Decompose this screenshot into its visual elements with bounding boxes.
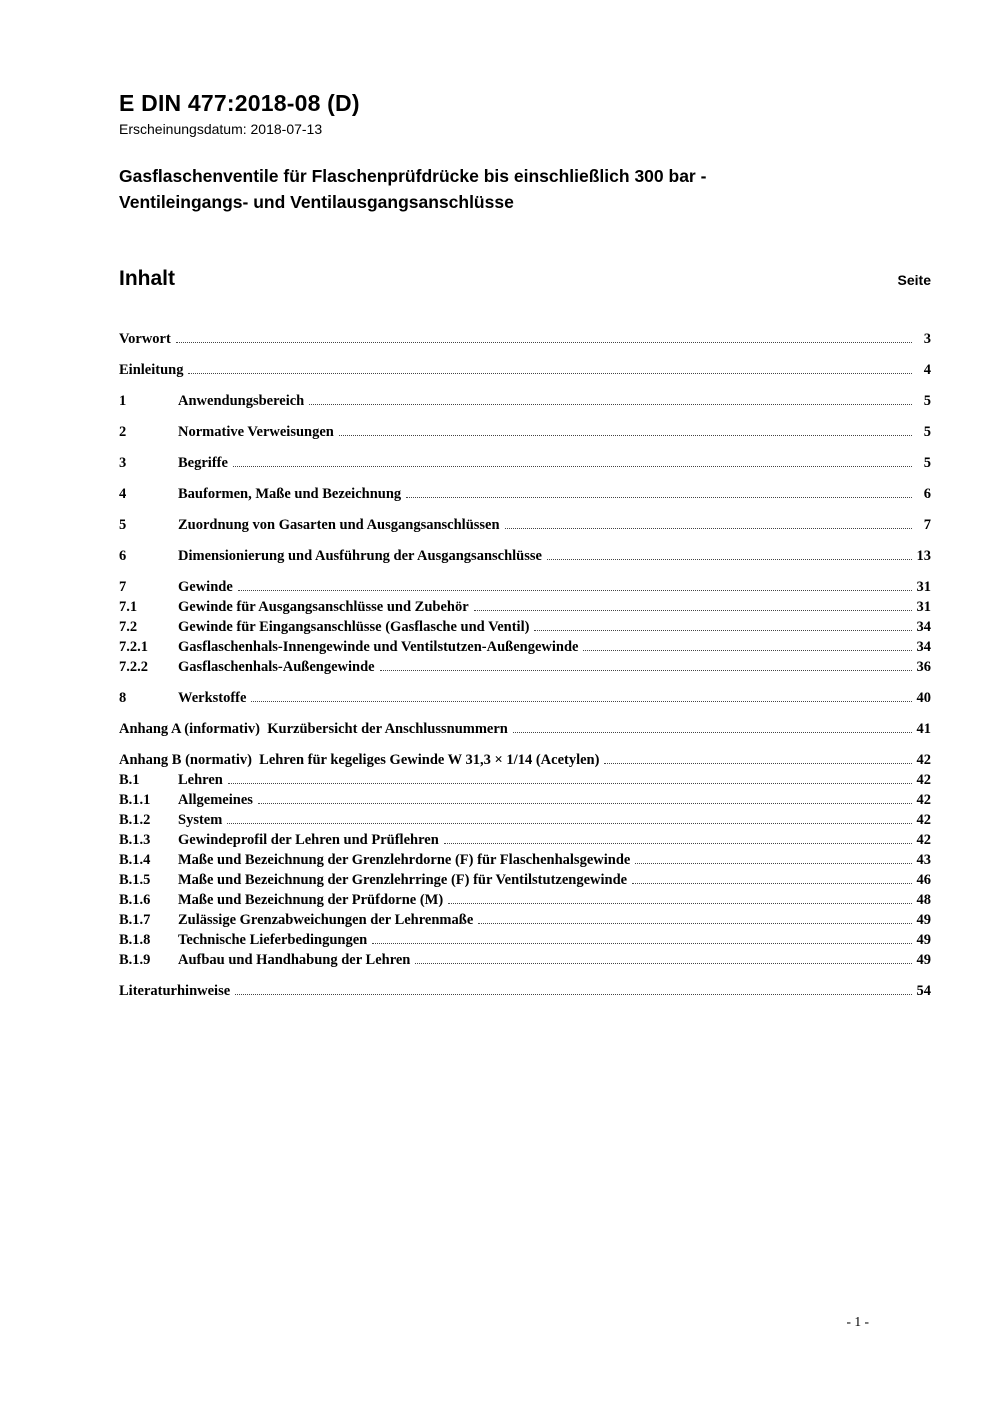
- toc-entry: [119, 930, 931, 950]
- toc-entry-number: B.1.4: [119, 852, 151, 868]
- toc-entry: [119, 597, 931, 617]
- toc-entry-number: 7.2: [119, 619, 138, 635]
- toc-header: [119, 267, 931, 291]
- toc-entry: [119, 391, 931, 411]
- publication-date: Erscheinungsdatum: 2018-07-13: [119, 121, 323, 137]
- toc-dot-leader: [372, 943, 912, 944]
- toc-dot-leader: [415, 963, 912, 964]
- toc-entry-label: Lehren: [178, 772, 223, 788]
- toc-dot-leader: [505, 528, 912, 529]
- toc-entry-number: B.1.8: [119, 932, 151, 948]
- toc-entry-label: Technische Lieferbedingungen: [178, 932, 368, 948]
- toc-entry: [119, 617, 931, 637]
- toc-dot-leader: [235, 994, 912, 995]
- document-title: E DIN 477:2018-08 (D): [119, 90, 360, 116]
- toc-entry-page: 34: [916, 639, 931, 655]
- toc-entry-label: Begriffe: [178, 455, 228, 471]
- toc-entry-label: Gewinde für Ausgangsanschlüsse und Zubehör: [178, 599, 469, 615]
- toc-entry-page: 49: [916, 912, 931, 928]
- document-page: [119, 0, 931, 1403]
- toc-entry-page: 31: [916, 579, 931, 595]
- toc-entry: [119, 810, 931, 830]
- toc-entry: [119, 790, 931, 810]
- toc-entry: [119, 515, 931, 535]
- toc-entry-label: Gasflaschenhals-Außengewinde: [178, 659, 375, 675]
- toc-entry-label: Literaturhinweise: [119, 983, 231, 999]
- toc-dot-leader: [339, 435, 912, 436]
- toc-entry: [119, 830, 931, 850]
- toc-entry-number: 5: [119, 517, 127, 533]
- toc-entry-label: Einleitung: [119, 362, 184, 378]
- toc-entry-number: B.1: [119, 772, 140, 788]
- toc-entry: [119, 577, 931, 597]
- toc-entry-label: Gewinde für Eingangsanschlüsse (Gasflasche und Ventil): [178, 619, 530, 635]
- toc-entry-number: 2: [119, 424, 127, 440]
- toc-dot-leader: [251, 701, 912, 702]
- toc-entry-number: B.1.2: [119, 812, 151, 828]
- toc-entry-page: 41: [916, 721, 931, 737]
- toc-entry: [119, 657, 931, 677]
- toc-dot-leader: [448, 903, 912, 904]
- toc-entry-label: Maße und Bezeichnung der Grenzlehrringe (F) für Ventilstutzengewinde: [178, 872, 628, 888]
- toc-entry-label: Gewindeprofil der Lehren und Prüflehren: [178, 832, 439, 848]
- toc-entry-number: B.1.1: [119, 792, 151, 808]
- toc-entry-number: 1: [119, 393, 127, 409]
- document-subject-line-1: Gasflaschenventile für Flaschenprüfdrücke bis einschließlich 300 bar -: [119, 166, 707, 186]
- toc-entry-number: 7.1: [119, 599, 138, 615]
- toc-entry: [119, 750, 931, 770]
- toc-entry-label: Gasflaschenhals-Innengewinde und Ventilstutzen-Außengewinde: [178, 639, 579, 655]
- toc-entry: [119, 870, 931, 890]
- toc-entry-page: 42: [916, 792, 931, 808]
- document-subject: [119, 163, 931, 215]
- toc-dot-leader: [444, 843, 912, 844]
- toc-entry: [119, 484, 931, 504]
- toc-entry-label: Anhang A (informativ) Kurzübersicht der Anschlussnummern: [119, 721, 508, 737]
- page-number: - 1 -: [846, 1314, 869, 1329]
- toc-entry-page: 5: [923, 424, 931, 440]
- toc-entry-page: 7: [923, 517, 931, 533]
- toc-entry-label: Maße und Bezeichnung der Prüfdorne (M): [178, 892, 444, 908]
- toc-entry-number: B.1.5: [119, 872, 151, 888]
- toc-dot-leader: [233, 466, 912, 467]
- toc-entry-page: 42: [916, 812, 931, 828]
- toc-dot-leader: [176, 342, 912, 343]
- toc-entry-number: B.1.7: [119, 912, 151, 928]
- toc-entry-number: 7.2.1: [119, 639, 148, 655]
- toc-entry-label: Vorwort: [119, 331, 171, 347]
- toc-dot-leader: [534, 630, 912, 631]
- toc-entry-page: 42: [916, 772, 931, 788]
- toc-entry-page: 34: [916, 619, 931, 635]
- toc-entry-label: Anwendungsbereich: [178, 393, 305, 409]
- toc-entry: [119, 360, 931, 380]
- toc-entry-number: B.1.6: [119, 892, 151, 908]
- toc-entry-page: 13: [916, 548, 931, 564]
- toc-page-column-label: Seite: [897, 272, 931, 288]
- toc-dot-leader: [188, 373, 912, 374]
- toc-entry-label: System: [178, 812, 223, 828]
- toc-entry-number: 7: [119, 579, 127, 595]
- toc-entry-label: Maße und Bezeichnung der Grenzlehrdorne (F) für Flaschenhalsgewinde: [178, 852, 631, 868]
- toc-entry-number: 8: [119, 690, 127, 706]
- toc-entry-page: 49: [916, 952, 931, 968]
- toc-dot-leader: [258, 803, 912, 804]
- toc-dot-leader: [547, 559, 912, 560]
- toc-dot-leader: [635, 863, 912, 864]
- toc-entry-number: 4: [119, 486, 127, 502]
- toc-entry: [119, 981, 931, 1001]
- toc-entry-number: B.1.3: [119, 832, 151, 848]
- toc-entry-page: 43: [916, 852, 931, 868]
- toc-entry-page: 4: [923, 362, 931, 378]
- toc-entry: [119, 850, 931, 870]
- toc-entry: [119, 329, 931, 349]
- toc-dot-leader: [406, 497, 912, 498]
- toc-list: [119, 329, 931, 1001]
- toc-entry: [119, 546, 931, 566]
- toc-entry-label: Aufbau und Handhabung der Lehren: [178, 952, 411, 968]
- toc-entry: [119, 637, 931, 657]
- toc-entry-number: B.1.9: [119, 952, 151, 968]
- toc-dot-leader: [380, 670, 912, 671]
- toc-dot-leader: [583, 650, 912, 651]
- toc-dot-leader: [309, 404, 912, 405]
- toc-entry: [119, 453, 931, 473]
- toc-entry: [119, 890, 931, 910]
- toc-dot-leader: [604, 763, 912, 764]
- toc-entry-page: 40: [916, 690, 931, 706]
- toc-entry-label: Bauformen, Maße und Bezeichnung: [178, 486, 402, 502]
- toc-entry-label: Anhang B (normativ) Lehren für kegeliges Gewinde W 31,3 × 1/14 (Acetylen): [119, 752, 600, 768]
- toc-entry-page: 5: [923, 393, 931, 409]
- toc-entry-page: 46: [916, 872, 931, 888]
- toc-entry-page: 42: [916, 832, 931, 848]
- toc-entry-page: 54: [916, 983, 931, 999]
- toc-entry-label: Dimensionierung und Ausführung der Ausgangsanschlüsse: [178, 548, 542, 564]
- toc-entry-label: Allgemeines: [178, 792, 253, 808]
- toc-entry-page: 48: [916, 892, 931, 908]
- toc-entry: [119, 688, 931, 708]
- toc-entry-label: Zulässige Grenzabweichungen der Lehrenmaße: [178, 912, 474, 928]
- toc-entry-label: Zuordnung von Gasarten und Ausgangsanschlüssen: [178, 517, 500, 533]
- toc-entry-label: Gewinde: [178, 579, 233, 595]
- toc-entry: [119, 422, 931, 442]
- toc-dot-leader: [228, 783, 912, 784]
- toc-entry-page: 36: [916, 659, 931, 675]
- toc-entry-page: 6: [923, 486, 931, 502]
- toc-entry: [119, 770, 931, 790]
- toc-dot-leader: [632, 883, 912, 884]
- toc-entry-page: 5: [923, 455, 931, 471]
- toc-dot-leader: [227, 823, 912, 824]
- toc-entry-number: 6: [119, 548, 127, 564]
- toc-entry-label: Werkstoffe: [178, 690, 247, 706]
- toc-entry-label: Normative Verweisungen: [178, 424, 334, 440]
- toc-entry: [119, 950, 931, 970]
- toc-entry-page: 42: [916, 752, 931, 768]
- toc-dot-leader: [478, 923, 912, 924]
- toc-entry-page: 49: [916, 932, 931, 948]
- toc-entry-page: 31: [916, 599, 931, 615]
- toc-dot-leader: [513, 732, 912, 733]
- toc-entry-number: 3: [119, 455, 127, 471]
- toc-entry: [119, 719, 931, 739]
- toc-entry-page: 3: [923, 331, 931, 347]
- toc-dot-leader: [238, 590, 912, 591]
- toc-heading: Inhalt: [119, 267, 175, 290]
- toc-entry-number: 7.2.2: [119, 659, 148, 675]
- toc-entry: [119, 910, 931, 930]
- toc-dot-leader: [474, 610, 912, 611]
- document-subject-line-2: Ventileingangs- und Ventilausgangsanschlüsse: [119, 192, 514, 212]
